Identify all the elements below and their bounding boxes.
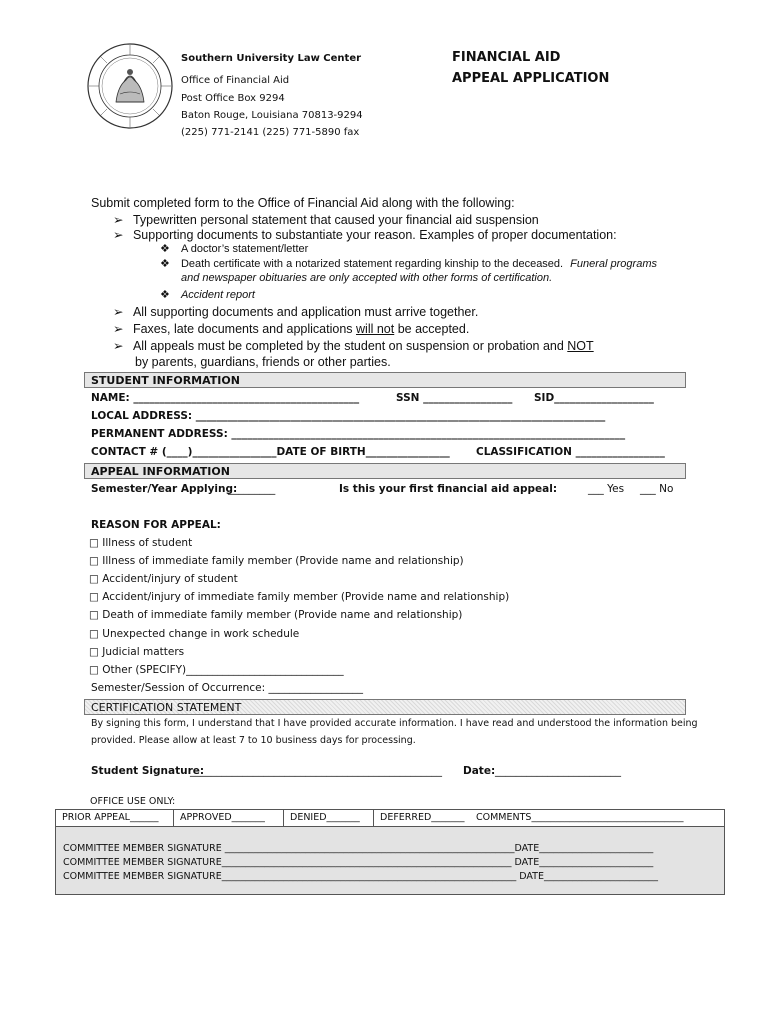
contact-dob-field[interactable]: CONTACT # (____)________________DATE OF BIRTH________________ [91,446,450,458]
certification-bar [84,699,686,715]
address-line-2: Baton Rouge, Louisiana 70813-9294 [181,110,363,121]
student-signature-field[interactable]: ________________________________________________ [190,765,442,777]
university-seal [86,42,174,130]
diamond-bullet-icon: ❖ [160,289,170,301]
doc-example-1: ❖ A doctor’s statement/letter [160,243,309,255]
reason-option[interactable]: □ Judicial matters [89,646,185,658]
student-info-bar [84,372,686,388]
denied-cell[interactable]: DENIED_______ [284,810,374,826]
first-appeal-question: Is this your first financial aid appeal: [339,483,558,495]
arrow-bullet-icon: ➢ [113,305,124,319]
reason-option[interactable]: □ Death of immediate family member (Provide name and relationship) [89,609,463,621]
reason-option[interactable]: □ Unexpected change in work schedule [89,628,300,640]
instruction-item-4: ➢ Faxes, late documents and applications will not be accepted. [113,322,470,336]
diamond-bullet-icon: ❖ [160,243,170,255]
arrow-bullet-icon: ➢ [113,339,124,353]
occurrence-field[interactable]: Semester/Session of Occurrence: __________________ [91,682,363,694]
sid-field[interactable]: SID___________________ [534,392,654,404]
arrow-bullet-icon: ➢ [113,322,124,336]
address-line-1: Post Office Box 9294 [181,93,285,104]
reason-heading: REASON FOR APPEAL: [91,519,221,531]
office-status-row [56,810,724,827]
instruction-item-3: ➢ All supporting documents and application must arrive together. [113,305,479,319]
instruction-item-1: ➢ Typewritten personal statement that caused your financial aid suspension [113,213,539,227]
appeal-info-bar [84,463,686,479]
doc-example-2-cont: and newspaper obituaries are only accepted with other forms of certification. [181,272,553,284]
phone-fax: (225) 771-2141 (225) 771-5890 fax [181,127,360,138]
student-signature-label: Student Signature: [91,765,205,777]
instructions-intro: Submit completed form to the Office of Financial Aid along with the following: [91,196,515,210]
first-appeal-yes[interactable]: ___ Yes [588,483,625,495]
reason-option[interactable]: □ Illness of student [89,537,193,549]
office-use-box [55,809,725,895]
reason-option[interactable]: □ Accident/injury of immediate family member (Provide name and relationship) [89,591,510,603]
first-appeal-no[interactable]: ___ No [640,483,674,495]
semester-year-label: Semester/Year Applying: [91,483,238,495]
arrow-bullet-icon: ➢ [113,213,124,227]
classification-field[interactable]: CLASSIFICATION _________________ [476,446,665,458]
committee-signature-1[interactable]: COMMITTEE MEMBER SIGNATURE _____________________________________________________________DATE________________________ [63,843,654,854]
date-field[interactable]: ________________________ [495,765,621,777]
student-info-heading: STUDENT INFORMATION [91,374,240,387]
ssn-field[interactable]: SSN _________________ [396,392,513,404]
instruction-item-5: ➢ All appeals must be completed by the student on suspension or probation and NOT [113,339,594,353]
reason-option[interactable]: □ Illness of immediate family member (Provide name and relationship) [89,555,464,567]
office-name: Office of Financial Aid [181,75,290,86]
committee-signature-2[interactable]: COMMITTEE MEMBER SIGNATURE_____________________________________________________________ DATE________________________ [63,857,654,868]
appeal-info-heading: APPEAL INFORMATION [91,465,230,478]
institution-name: Southern University Law Center [181,53,362,64]
form-title-line-2: APPEAL APPLICATION [452,71,610,86]
committee-signature-3[interactable]: COMMITTEE MEMBER SIGNATURE______________________________________________________________ DATE________________________ [63,871,658,882]
office-use-label: OFFICE USE ONLY: [90,796,176,807]
comments-cell[interactable]: COMMENTS________________________________ [476,812,684,823]
date-label: Date: [463,765,496,777]
doc-example-3: ❖ Accident report [160,289,255,301]
prior-appeal-cell[interactable]: PRIOR APPEAL______ [56,810,174,826]
semester-year-field[interactable]: _________ [228,483,276,495]
form-title-line-1: FINANCIAL AID [452,50,561,65]
approved-cell[interactable]: APPROVED_______ [174,810,284,826]
name-field[interactable]: NAME: ___________________________________________ [91,392,360,404]
certification-text-1: By signing this form, I understand that I have provided accurate information. I have read and understood the information being [91,718,698,729]
instruction-item-5-cont: by parents, guardians, friends or other parties. [135,355,391,369]
certification-text-2: provided. Please allow at least 7 to 10 business days for processing. [91,735,416,746]
reason-option-other[interactable]: □ Other (SPECIFY)______________________________ [89,664,344,676]
diamond-bullet-icon: ❖ [160,258,170,270]
deferred-cell[interactable]: DEFERRED_______ [380,812,465,823]
permanent-address-field[interactable]: PERMANENT ADDRESS: ___________________________________________________________________________ [91,428,626,440]
doc-example-2: ❖ Death certificate with a notarized statement regarding kinship to the deceased. Funeral programs [160,258,657,270]
reason-option[interactable]: □ Accident/injury of student [89,573,238,585]
instruction-item-2: ➢ Supporting documents to substantiate your reason. Examples of proper documentation: [113,228,617,242]
certification-heading: CERTIFICATION STATEMENT [91,701,242,714]
local-address-field[interactable]: LOCAL ADDRESS: ______________________________________________________________________________ [91,410,606,422]
arrow-bullet-icon: ➢ [113,228,124,242]
